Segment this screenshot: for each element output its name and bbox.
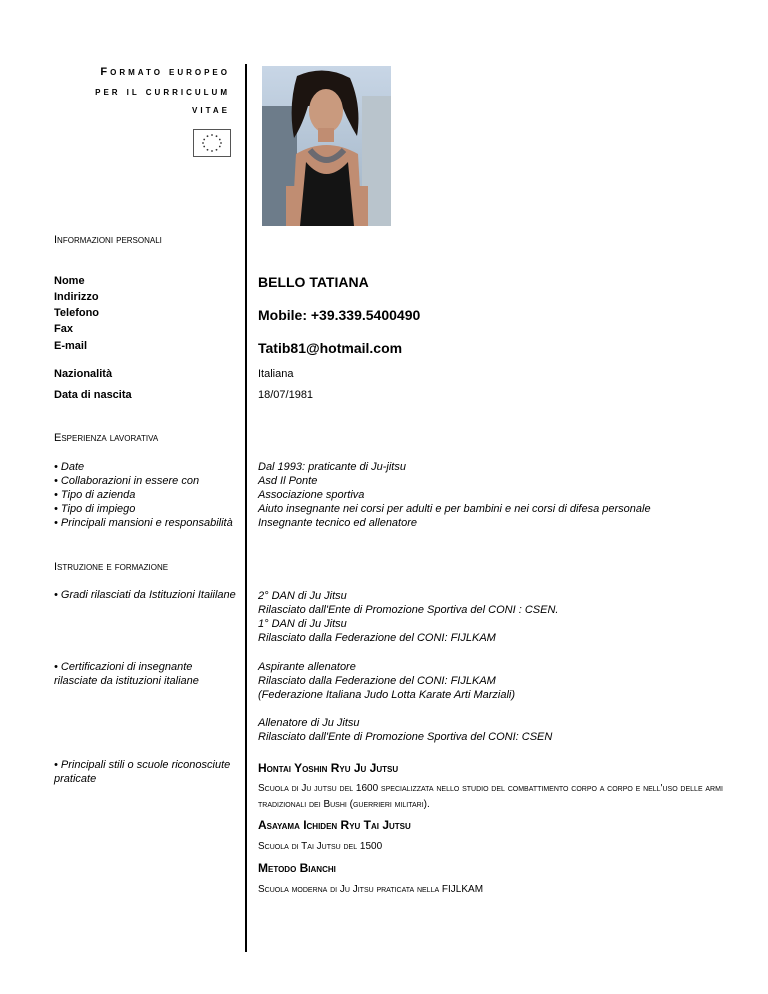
section-work-experience: Esperienza lavorativa	[54, 432, 159, 444]
value-email: Tatib81@hotmail.com	[258, 340, 403, 356]
cert-line: Rilasciato dall'Ente di Promozione Sportiva del CONI: CSEN	[258, 731, 553, 743]
label-fax: Fax	[54, 323, 73, 335]
grade-line: Rilasciato dalla Federazione del CONI: FIJLKAM	[258, 632, 496, 644]
work-value: Asd Il Ponte	[258, 475, 318, 487]
work-value: Dal 1993: praticante di Ju-jitsu	[258, 461, 406, 473]
work-value: Aiuto insegnante nei corsi per adulti e per bambini e nei corsi di difesa personale	[258, 503, 651, 515]
work-label: • Tipo di impiego	[54, 503, 136, 515]
cv-title-line-1: Formato europeo	[100, 66, 230, 78]
cert-line: (Federazione Italiana Judo Lotta Karate Arti Marziali)	[258, 689, 515, 701]
style-title: Asayama Ichiden Ryu Tai Jutsu	[258, 818, 411, 832]
work-value: Insegnante tecnico ed allenatore	[258, 517, 418, 529]
eu-flag-icon	[193, 129, 231, 157]
label-birth-date: Data di nascita	[54, 389, 132, 401]
cert-label-line: • Certificazioni di insegnante	[54, 661, 193, 673]
grades-label: • Gradi rilasciati da Istituzioni Itaiilane	[54, 589, 236, 601]
value-phone: Mobile: +39.339.5400490	[258, 307, 421, 323]
work-value: Associazione sportiva	[258, 489, 365, 501]
cert-line: Aspirante allenatore	[258, 661, 356, 673]
grade-line: 1° DAN di Ju Jitsu	[258, 618, 347, 630]
work-label: • Collaborazioni in essere con	[54, 475, 200, 487]
label-name: Nome	[54, 275, 85, 287]
cert-line: Allenatore di Ju Jitsu	[258, 717, 360, 729]
grades-values	[258, 589, 558, 645]
work-label: • Date	[54, 461, 85, 473]
cert2-values	[258, 716, 552, 744]
work-labels	[54, 460, 233, 530]
work-label: • Principali mansioni e responsabilità	[54, 517, 233, 529]
work-values	[258, 460, 651, 530]
grade-line: Rilasciato dall'Ente di Promozione Sportiva del CONI : CSEN.	[258, 604, 559, 616]
cert-label-line: rilasciate da istituzioni italiane	[54, 675, 199, 687]
style-title: Hontai Yoshin Ryu Ju Jutsu	[258, 761, 399, 775]
style-description: Scuola di Tai Jutsu del 1500	[258, 841, 383, 852]
style-title: Metodo Bianchi	[258, 861, 336, 875]
section-personal-info: Informazioni personali	[54, 234, 162, 246]
column-divider	[245, 64, 247, 952]
section-education: Istruzione e formazione	[54, 561, 169, 573]
label-address: Indirizzo	[54, 291, 99, 303]
cert-line: Rilasciato dalla Federazione del CONI: FIJLKAM	[258, 675, 496, 687]
label-phone: Telefono	[54, 307, 100, 319]
styles-label-line: praticate	[54, 773, 97, 785]
value-nationality: Italiana	[258, 368, 294, 380]
style-description: Scuola moderna di Ju Jitsu praticata nella FIJLKAM	[258, 884, 484, 895]
styles-label-line: • Principali stili o scuole riconosciute	[54, 759, 231, 771]
profile-photo	[262, 66, 391, 226]
cert-label	[54, 660, 199, 688]
label-email: E-mail	[54, 340, 88, 352]
styles-label	[54, 758, 230, 786]
value-birth-date: 18/07/1981	[258, 389, 314, 401]
grade-line: 2° DAN di Ju Jitsu	[258, 590, 347, 602]
value-name: BELLO TATIANA	[258, 274, 369, 290]
cert-values	[258, 660, 515, 702]
style-description: Scuola di Ju jutsu del 1600 specializzata nello studio del combattimento corpo a corpo e nell'uso delle armi tradizionali dei Bushi (guerrieri militari).	[258, 783, 723, 810]
work-label: • Tipo di azienda	[54, 489, 136, 501]
cv-title-line-2: per il curriculum	[95, 86, 230, 98]
label-nationality: Nazionalità	[54, 368, 113, 380]
cv-title-line-3: vitae	[192, 104, 230, 116]
